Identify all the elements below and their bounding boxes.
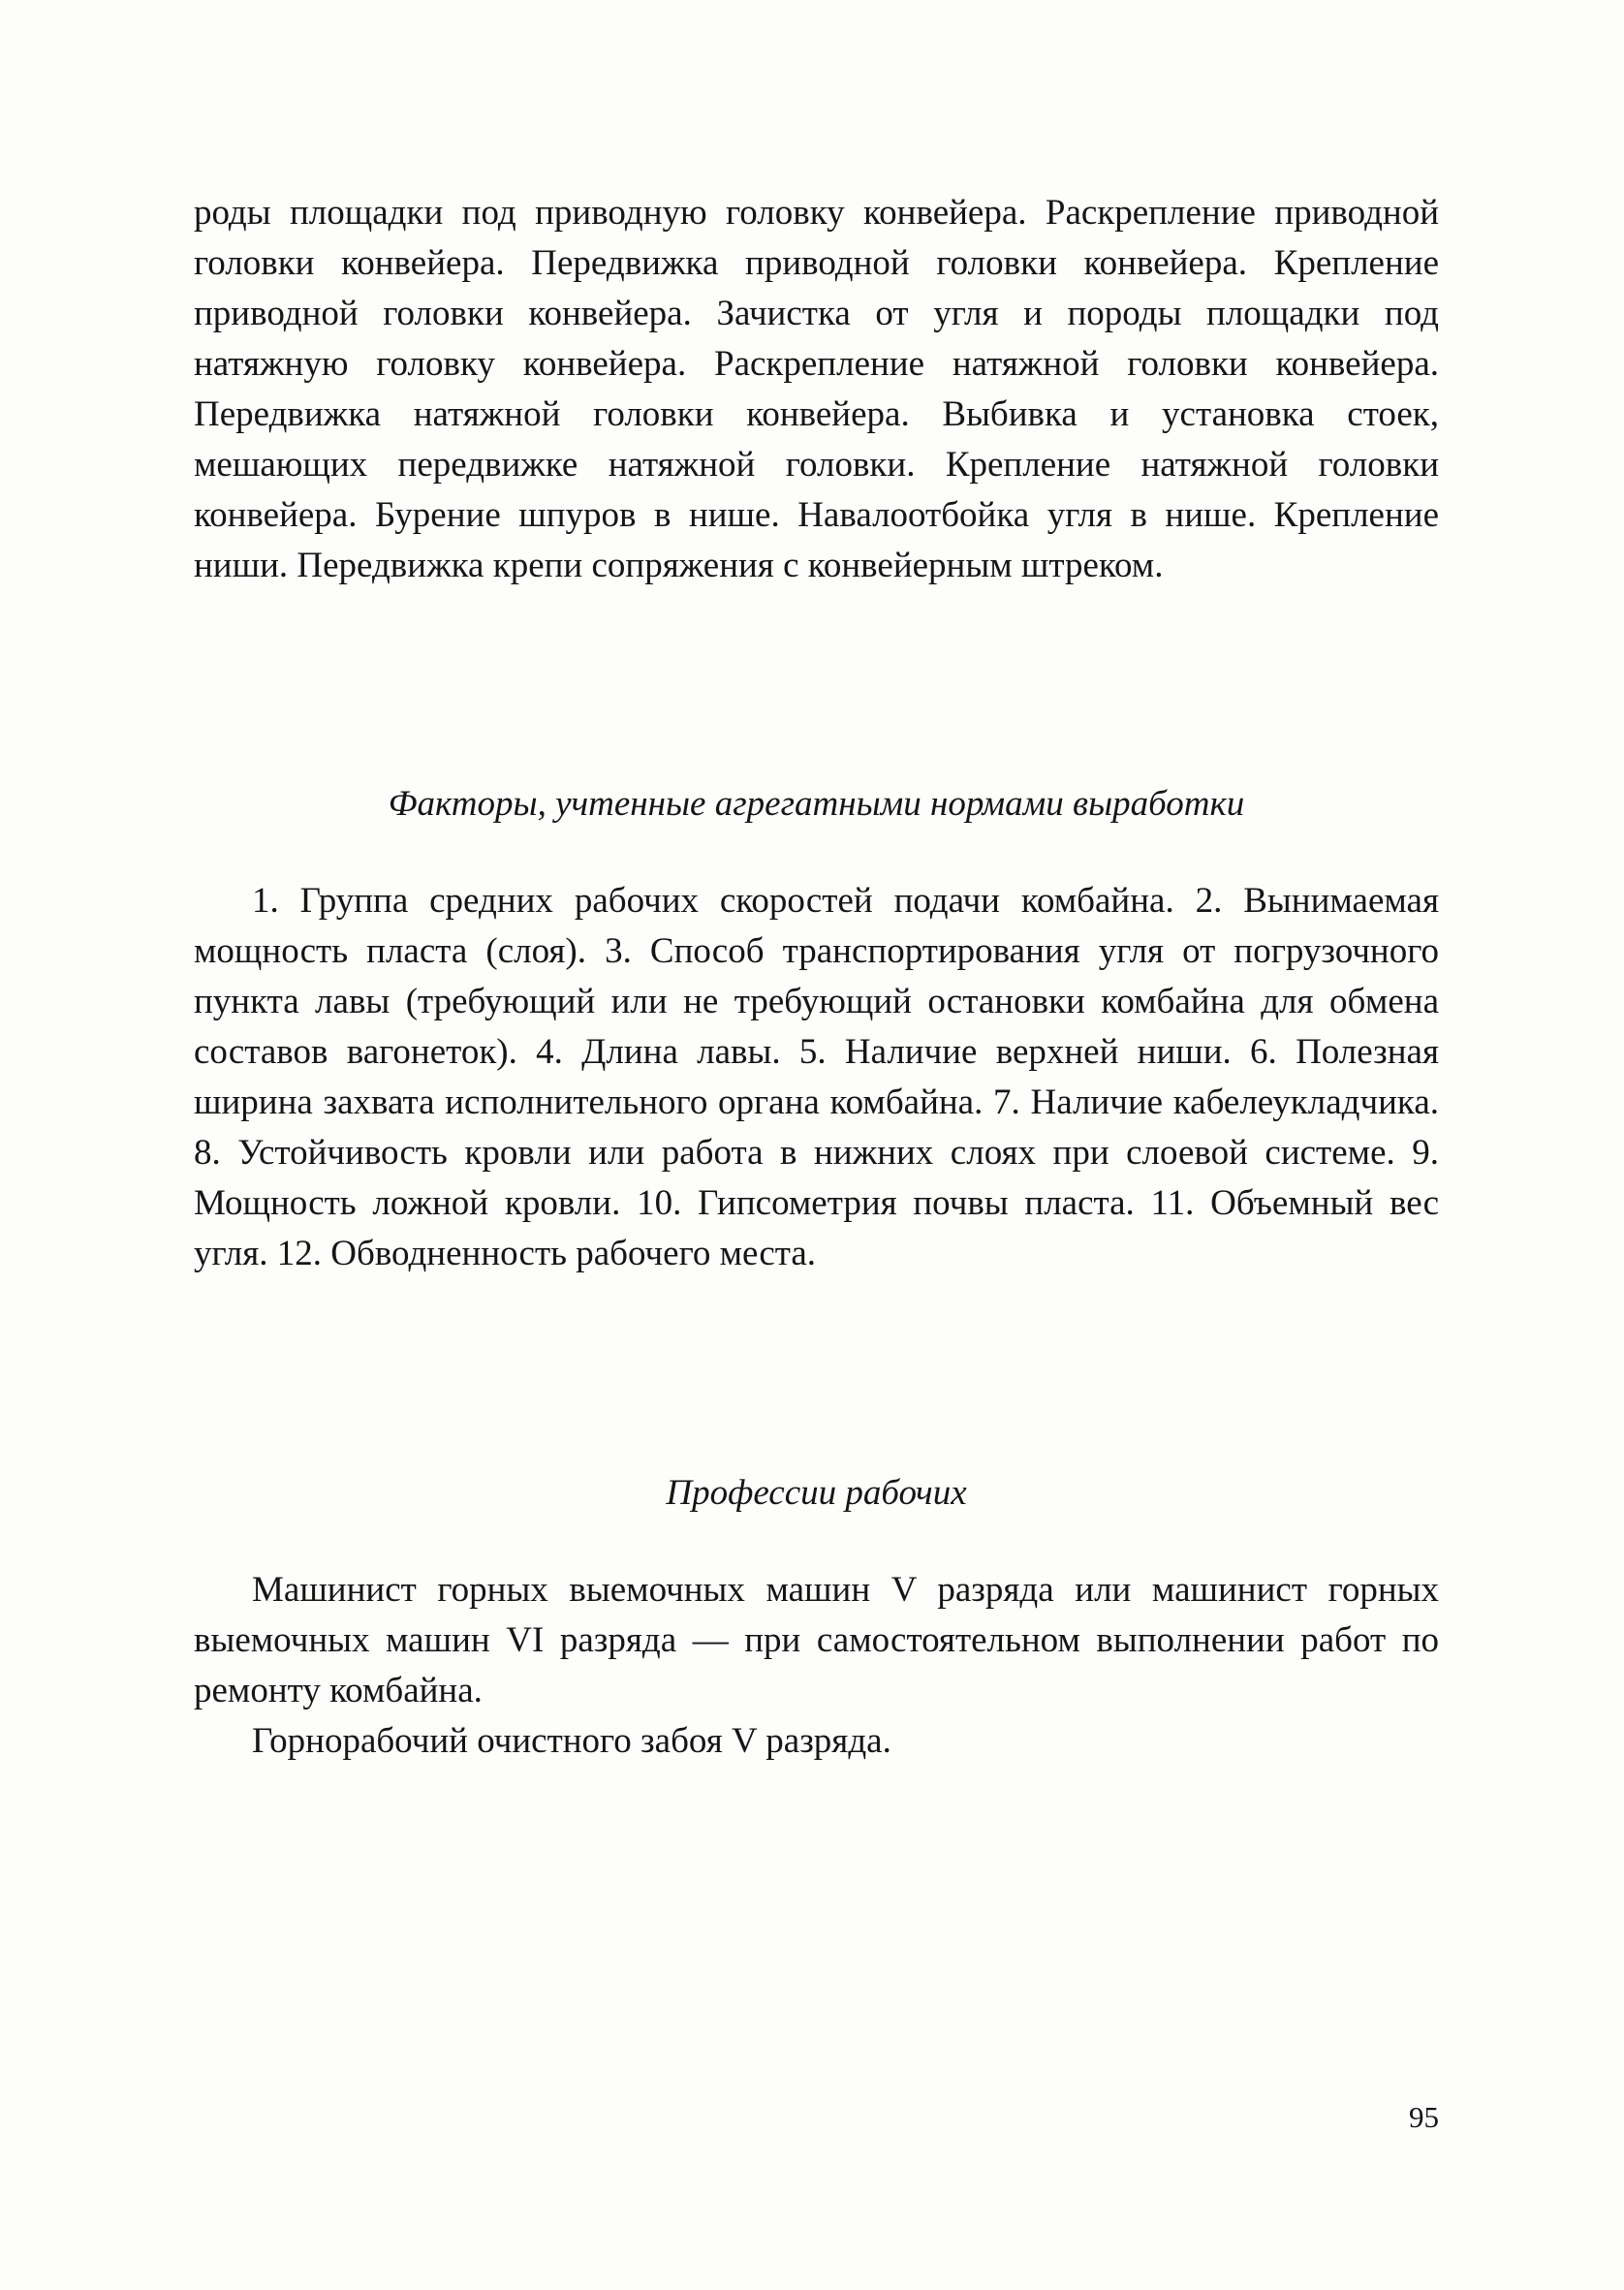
paragraph-work-operations: роды площадки под приводную головку конвейера. Раскрепление приводной головки конвейера. Передвижка приводной головки конвейера. Крепление приводной головки конвейера. Зачистка от угля и породы площадки под натяжную головку конвейера. Раскрепление натяжной головки конвейера. Передвижка натяжной головки конвейера. Выбивка и установка стоек, мешающих передвижке натяжной головки. Крепление натяжной головки конвейера. Бурение шпуров в нише. Навалоотбойка угля в нише. Крепление ниши. Передвижка крепи сопряжения с конвейерным штреком.	[194, 193, 1439, 585]
heading-factors: Факторы, учтенные агрегатными нормами выработки	[388, 784, 1245, 824]
page-number: 95	[1409, 2100, 1439, 2134]
paragraph-machinist: Машинист горных выемочных машин V разряда или машинист горных выемочных машин VI разряда — при самостоятельном выполнении работ по ремонту комбайна.	[194, 1570, 1439, 1710]
paragraph-miner: Горнорабочий очистного забоя V разряда.	[252, 1721, 891, 1761]
heading-professions: Профессии рабочих	[666, 1473, 967, 1513]
paragraph-factors-list: 1. Группа средних рабочих скоростей подачи комбайна. 2. Вынимаемая мощность пласта (слоя). 3. Способ транспортирования угля от погрузочного пункта лавы (требующий или не требующий остановки комбайна для обмена составов вагонеток). 4. Длина лавы. 5. Наличие верхней ниши. 6. Полезная ширина захвата исполнительного органа комбайна. 7. Наличие кабелеукладчика. 8. Устойчивость кровли или работа в нижних слоях при слоевой системе. 9. Мощность ложной кровли. 10. Гипсометрия почвы пласта. 11. Объемный вес угля. 12. Обводненность рабочего места.	[194, 881, 1439, 1273]
